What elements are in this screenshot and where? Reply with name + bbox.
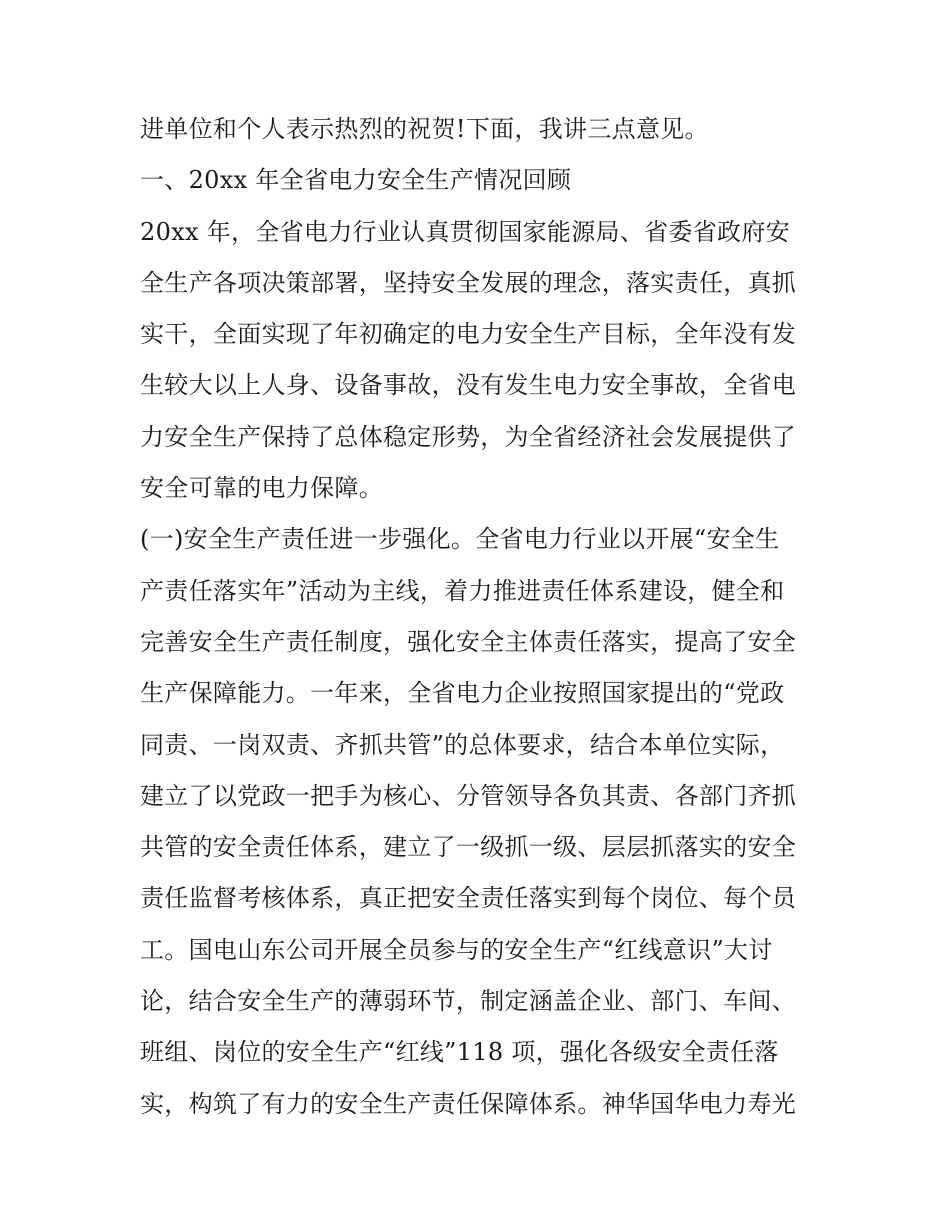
subsection-line: (一)安全生产责任进一步强化。全省电力行业以开展“安全生 <box>140 525 780 554</box>
body-text <box>140 104 820 1130</box>
text-line: 全生产各项决策部署，坚持安全发展的理念，落实责任，真抓 <box>140 268 797 297</box>
text-line: 实干，全面实现了年初确定的电力安全生产目标，全年没有发 <box>140 320 797 349</box>
text-line: 工。国电山东公司开展全员参与的安全生产“红线意识”大讨 <box>140 935 773 964</box>
text-line: 20xx 年，全省电力行业认真贯彻国家能源局、省委省政府安 <box>140 217 790 246</box>
text-line: 同责、一岗双责、齐抓共管”的总体要求，结合本单位实际， <box>140 730 785 759</box>
text-line: 共管的安全责任体系，建立了一级抓一级、层层抓落实的安全 <box>140 833 797 862</box>
text-line: 实，构筑了有力的安全生产责任保障体系。神华国华电力寿光 <box>140 1089 797 1118</box>
text-line: 力安全生产保持了总体稳定形势，为全省经济社会发展提供了 <box>140 422 797 451</box>
text-line: 安全可靠的电力保障。 <box>140 474 383 503</box>
text-line: 进单位和个人表示热烈的祝贺!下面，我讲三点意见。 <box>140 115 709 143</box>
text-line: 生较大以上人身、设备事故，没有发生电力安全事故，全省电 <box>140 371 797 400</box>
text-line: 生产保障能力。一年来，全省电力企业按照国家提出的“党政 <box>140 679 785 708</box>
section-heading: 一、20xx 年全省电力安全生产情况回顾 <box>140 166 572 195</box>
text-line: 产责任落实年”活动为主线，着力推进责任体系建设，健全和 <box>140 576 785 605</box>
text-line: 论，结合安全生产的薄弱环节，制定涵盖企业、部门、车间、 <box>140 987 797 1016</box>
text-line: 建立了以党政一把手为核心、分管领导各负其责、各部门齐抓 <box>140 781 797 810</box>
text-line: 完善安全生产责任制度，强化安全主体责任落实，提高了安全 <box>140 627 797 656</box>
text-line: 责任监督考核体系，真正把安全责任落实到每个岗位、每个员 <box>140 884 797 913</box>
text-line: 班组、岗位的安全生产“红线”118 项，强化各级安全责任落 <box>140 1038 779 1067</box>
